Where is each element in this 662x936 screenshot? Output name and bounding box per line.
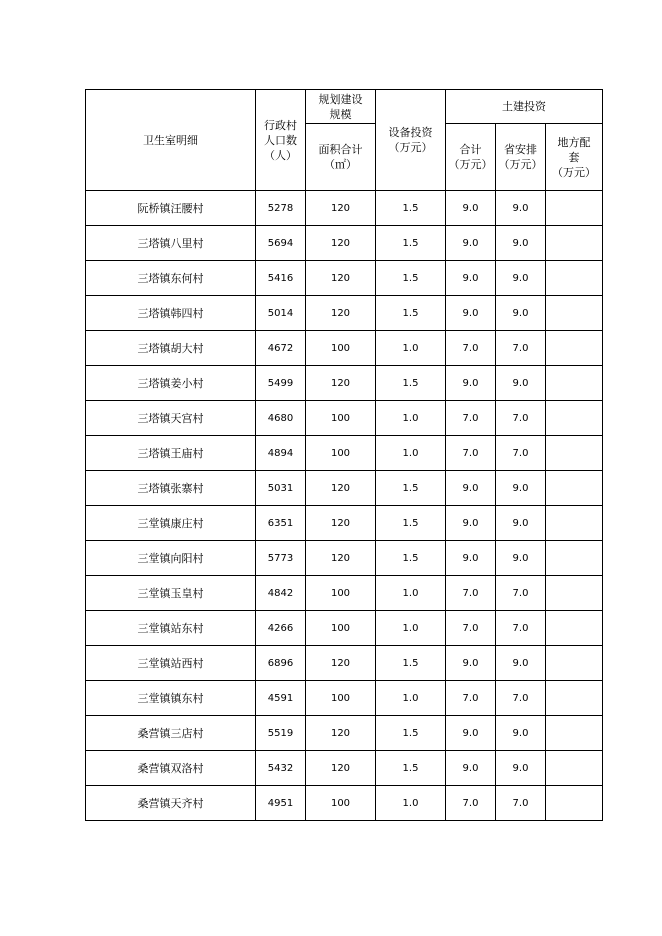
cell-total: 7.0 [446, 401, 496, 436]
cell-province: 9.0 [496, 226, 546, 261]
cell-total: 9.0 [446, 751, 496, 786]
cell-area: 100 [306, 331, 376, 366]
table-row [86, 436, 603, 471]
cell-province: 7.0 [496, 331, 546, 366]
cell-province: 9.0 [496, 471, 546, 506]
cell-province: 7.0 [496, 611, 546, 646]
cell-province: 9.0 [496, 646, 546, 681]
cell-local [546, 331, 603, 366]
cell-population: 4672 [256, 331, 306, 366]
clinic-investment-table [85, 89, 603, 821]
cell-name: 三堂镇站东村 [86, 611, 256, 646]
cell-equipment: 1.5 [376, 261, 446, 296]
cell-total: 7.0 [446, 681, 496, 716]
cell-area: 100 [306, 401, 376, 436]
cell-total: 9.0 [446, 296, 496, 331]
cell-population: 4842 [256, 576, 306, 611]
cell-province: 7.0 [496, 681, 546, 716]
header-civil: 土建投资 [446, 90, 603, 124]
cell-population: 5694 [256, 226, 306, 261]
header-population: 行政村 人口数 （人） [256, 90, 306, 191]
table-row [86, 681, 603, 716]
cell-province: 9.0 [496, 716, 546, 751]
cell-area: 100 [306, 611, 376, 646]
cell-total: 7.0 [446, 576, 496, 611]
cell-area: 120 [306, 716, 376, 751]
cell-local [546, 716, 603, 751]
table-row [86, 716, 603, 751]
cell-equipment: 1.0 [376, 401, 446, 436]
table-row [86, 541, 603, 576]
table-row [86, 191, 603, 226]
cell-population: 4894 [256, 436, 306, 471]
cell-area: 100 [306, 681, 376, 716]
cell-population: 4680 [256, 401, 306, 436]
table-row [86, 226, 603, 261]
cell-population: 4591 [256, 681, 306, 716]
table-row [86, 506, 603, 541]
cell-local [546, 261, 603, 296]
table-row [86, 611, 603, 646]
cell-name: 桑营镇三店村 [86, 716, 256, 751]
cell-equipment: 1.5 [376, 541, 446, 576]
cell-population: 5499 [256, 366, 306, 401]
cell-total: 9.0 [446, 541, 496, 576]
cell-local [546, 751, 603, 786]
cell-total: 9.0 [446, 716, 496, 751]
cell-local [546, 401, 603, 436]
cell-name: 三堂镇康庄村 [86, 506, 256, 541]
cell-local [546, 576, 603, 611]
table-row [86, 366, 603, 401]
table-row [86, 751, 603, 786]
header-province: 省安排 （万元） [496, 124, 546, 191]
cell-local [546, 296, 603, 331]
cell-equipment: 1.5 [376, 296, 446, 331]
cell-name: 三塔镇王庙村 [86, 436, 256, 471]
cell-population: 5519 [256, 716, 306, 751]
cell-local [546, 191, 603, 226]
cell-area: 100 [306, 436, 376, 471]
cell-total: 9.0 [446, 366, 496, 401]
cell-province: 9.0 [496, 191, 546, 226]
cell-population: 5773 [256, 541, 306, 576]
cell-name: 三塔镇胡大村 [86, 331, 256, 366]
cell-area: 120 [306, 646, 376, 681]
cell-population: 6351 [256, 506, 306, 541]
cell-equipment: 1.5 [376, 191, 446, 226]
header-row-1 [86, 90, 603, 124]
cell-local [546, 471, 603, 506]
cell-local [546, 786, 603, 821]
cell-equipment: 1.5 [376, 646, 446, 681]
header-area: 面积合计 （㎡） [306, 124, 376, 191]
cell-equipment: 1.5 [376, 471, 446, 506]
cell-area: 120 [306, 191, 376, 226]
cell-total: 7.0 [446, 436, 496, 471]
cell-name: 三堂镇玉皇村 [86, 576, 256, 611]
cell-area: 100 [306, 786, 376, 821]
cell-total: 9.0 [446, 506, 496, 541]
cell-equipment: 1.0 [376, 611, 446, 646]
table-row [86, 646, 603, 681]
cell-total: 7.0 [446, 331, 496, 366]
cell-equipment: 1.0 [376, 681, 446, 716]
cell-province: 9.0 [496, 261, 546, 296]
cell-name: 三塔镇张寨村 [86, 471, 256, 506]
cell-area: 120 [306, 541, 376, 576]
cell-population: 6896 [256, 646, 306, 681]
cell-local [546, 366, 603, 401]
table-row [86, 471, 603, 506]
cell-equipment: 1.5 [376, 716, 446, 751]
cell-total: 9.0 [446, 191, 496, 226]
cell-equipment: 1.5 [376, 506, 446, 541]
header-detail: 卫生室明细 [86, 90, 256, 191]
cell-province: 9.0 [496, 296, 546, 331]
cell-province: 9.0 [496, 751, 546, 786]
cell-equipment: 1.5 [376, 366, 446, 401]
cell-total: 9.0 [446, 471, 496, 506]
cell-name: 三堂镇站西村 [86, 646, 256, 681]
cell-equipment: 1.5 [376, 226, 446, 261]
cell-equipment: 1.0 [376, 331, 446, 366]
cell-population: 5278 [256, 191, 306, 226]
cell-name: 桑营镇双洛村 [86, 751, 256, 786]
table-row [86, 401, 603, 436]
cell-local [546, 681, 603, 716]
cell-population: 5432 [256, 751, 306, 786]
cell-total: 9.0 [446, 646, 496, 681]
cell-province: 7.0 [496, 401, 546, 436]
cell-area: 100 [306, 576, 376, 611]
cell-area: 120 [306, 751, 376, 786]
cell-total: 9.0 [446, 226, 496, 261]
cell-total: 7.0 [446, 786, 496, 821]
cell-name: 三塔镇八里村 [86, 226, 256, 261]
cell-equipment: 1.0 [376, 576, 446, 611]
cell-area: 120 [306, 261, 376, 296]
cell-local [546, 646, 603, 681]
header-scale: 规划建设 规模 [306, 90, 376, 124]
cell-name: 三塔镇东何村 [86, 261, 256, 296]
cell-name: 三堂镇镇东村 [86, 681, 256, 716]
cell-local [546, 226, 603, 261]
cell-name: 三塔镇韩四村 [86, 296, 256, 331]
cell-local [546, 541, 603, 576]
cell-province: 7.0 [496, 436, 546, 471]
cell-area: 120 [306, 471, 376, 506]
header-local: 地方配 套 （万元） [546, 124, 603, 191]
cell-name: 阮桥镇汪腰村 [86, 191, 256, 226]
cell-total: 7.0 [446, 611, 496, 646]
cell-area: 120 [306, 226, 376, 261]
cell-total: 9.0 [446, 261, 496, 296]
cell-province: 7.0 [496, 576, 546, 611]
cell-population: 5416 [256, 261, 306, 296]
cell-local [546, 436, 603, 471]
table-row [86, 261, 603, 296]
cell-province: 9.0 [496, 366, 546, 401]
table-row [86, 331, 603, 366]
cell-province: 9.0 [496, 506, 546, 541]
cell-local [546, 506, 603, 541]
header-equipment: 设备投资 （万元） [376, 90, 446, 191]
cell-population: 5031 [256, 471, 306, 506]
cell-area: 120 [306, 296, 376, 331]
cell-population: 5014 [256, 296, 306, 331]
cell-name: 桑营镇天齐村 [86, 786, 256, 821]
cell-area: 120 [306, 506, 376, 541]
table-row [86, 786, 603, 821]
cell-equipment: 1.5 [376, 751, 446, 786]
cell-equipment: 1.0 [376, 436, 446, 471]
cell-province: 7.0 [496, 786, 546, 821]
table-row [86, 576, 603, 611]
cell-name: 三塔镇天宫村 [86, 401, 256, 436]
cell-name: 三堂镇向阳村 [86, 541, 256, 576]
cell-province: 9.0 [496, 541, 546, 576]
table-row [86, 296, 603, 331]
cell-population: 4951 [256, 786, 306, 821]
cell-local [546, 611, 603, 646]
cell-equipment: 1.0 [376, 786, 446, 821]
header-total: 合计 （万元） [446, 124, 496, 191]
cell-name: 三塔镇姜小村 [86, 366, 256, 401]
cell-area: 120 [306, 366, 376, 401]
cell-population: 4266 [256, 611, 306, 646]
